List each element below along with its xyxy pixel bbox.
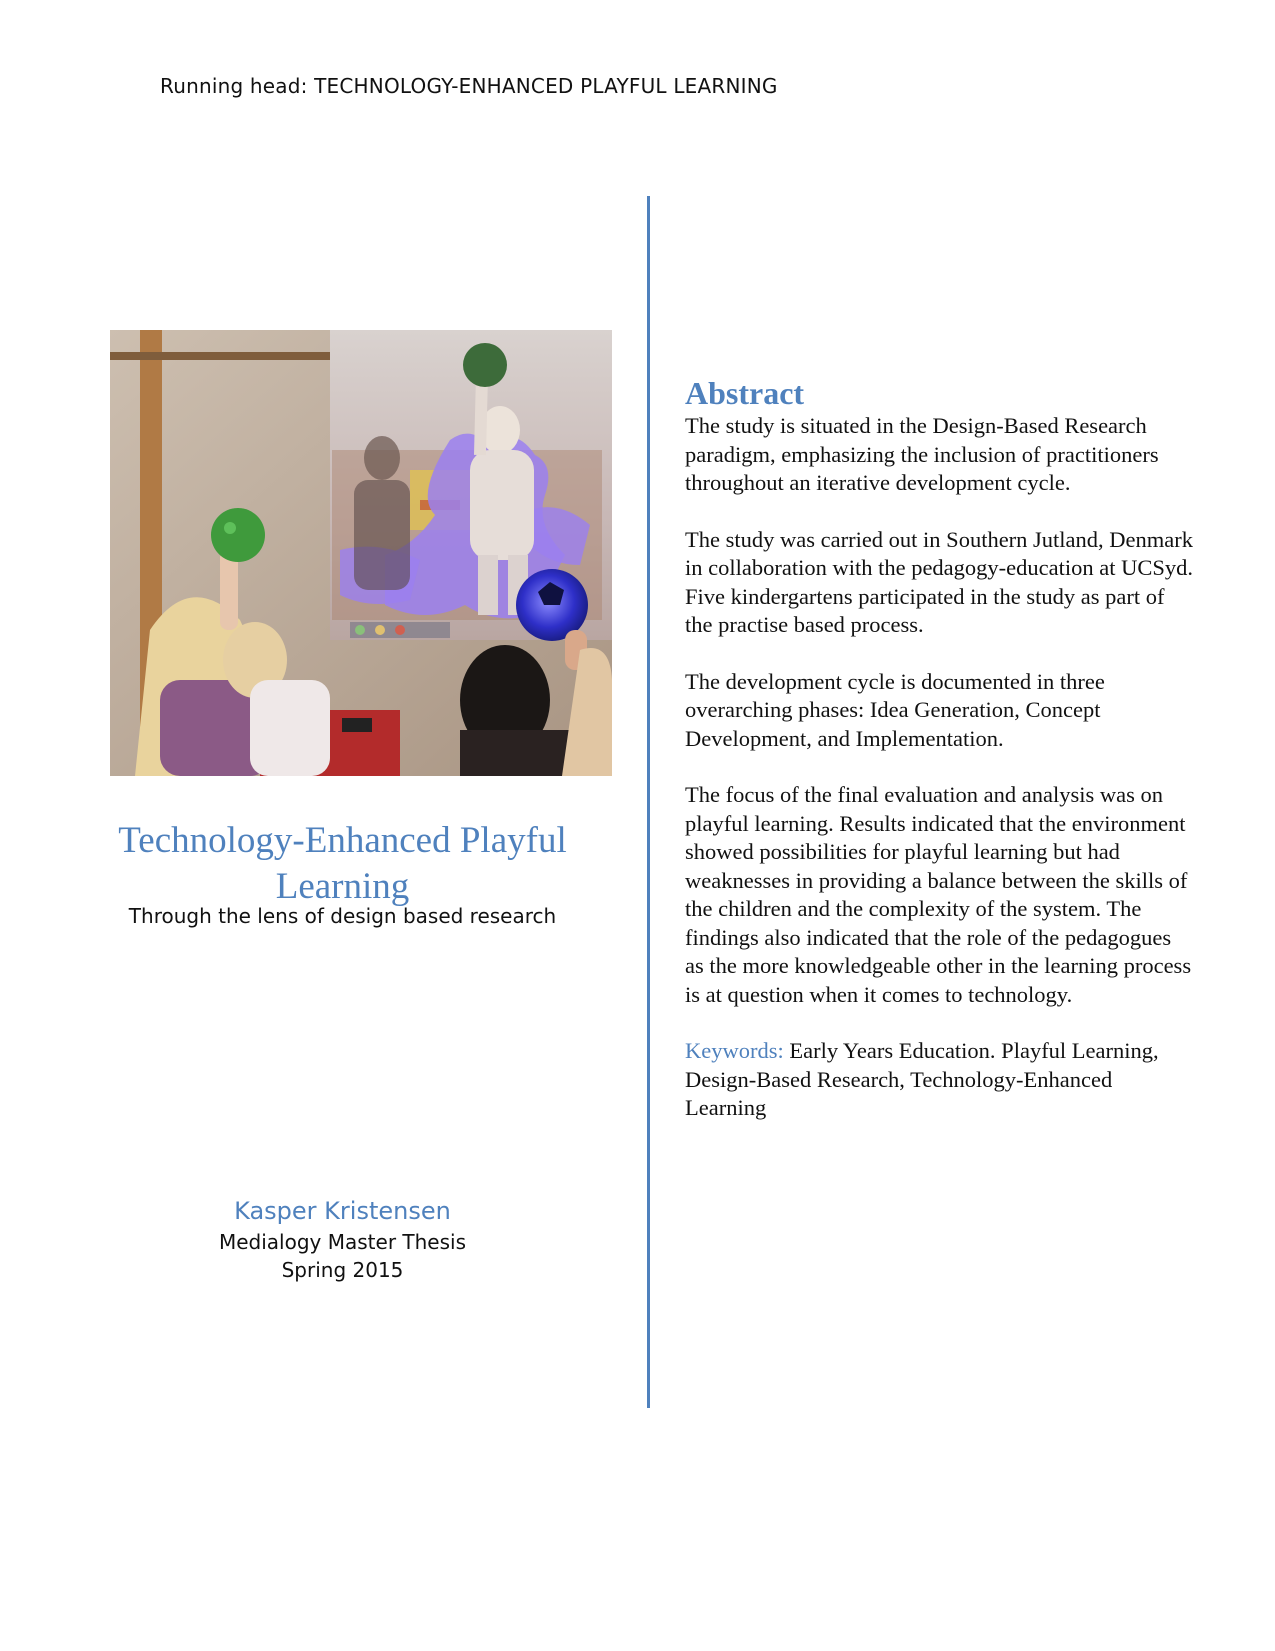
abstract-paragraph: The study was carried out in Southern Jutland, Denmark in collaboration with the pedagogy-education at UCSyd. Five kindergartens participated in the study as part of the practise based process. <box>685 526 1194 637</box>
abstract-heading: Abstract <box>685 375 805 411</box>
thesis-title <box>110 818 575 910</box>
thesis-title-line2: Learning <box>275 866 410 907</box>
keywords-label: Keywords: <box>685 1038 784 1063</box>
abstract-paragraph: The development cycle is documented in three overarching phases: Idea Generation, Concept Development, and Implementation. <box>685 668 1105 751</box>
abstract-section <box>685 374 1195 1151</box>
running-head: Running head: TECHNOLOGY-ENHANCED PLAYFUL LEARNING <box>160 74 778 98</box>
abstract-paragraph: The study is situated in the Design-Based Research paradigm, emphasizing the inclusion of practitioners throughout an iterative development cycle. <box>685 413 1159 495</box>
column-divider <box>647 196 650 1408</box>
cover-photo <box>110 330 612 776</box>
author-block <box>110 1194 575 1284</box>
thesis-subtitle: Through the lens of design based research <box>128 904 557 928</box>
keywords-paragraph <box>685 1037 1195 1123</box>
keywords-text: Early Years Education. Playful Learning, Design-Based Research, Technology-Enhanced Learning <box>685 1038 1159 1120</box>
term-label: Spring 2015 <box>281 1258 404 1282</box>
program-name: Medialogy Master Thesis <box>218 1230 466 1254</box>
abstract-paragraph: The focus of the final evaluation and analysis was on playful learning. Results indicated that the environment showed possibilities for playful learning but had weaknesses in providing a balance between the skills of the children and the complexity of the system. The findings also indicated that the role of the pedagogues as the more knowledgeable other in the learning process is at question when it comes to technology. <box>685 782 1192 1007</box>
thesis-title-line1: Technology-Enhanced Playful <box>118 820 567 861</box>
author-name: Kasper Kristensen <box>234 1197 451 1225</box>
